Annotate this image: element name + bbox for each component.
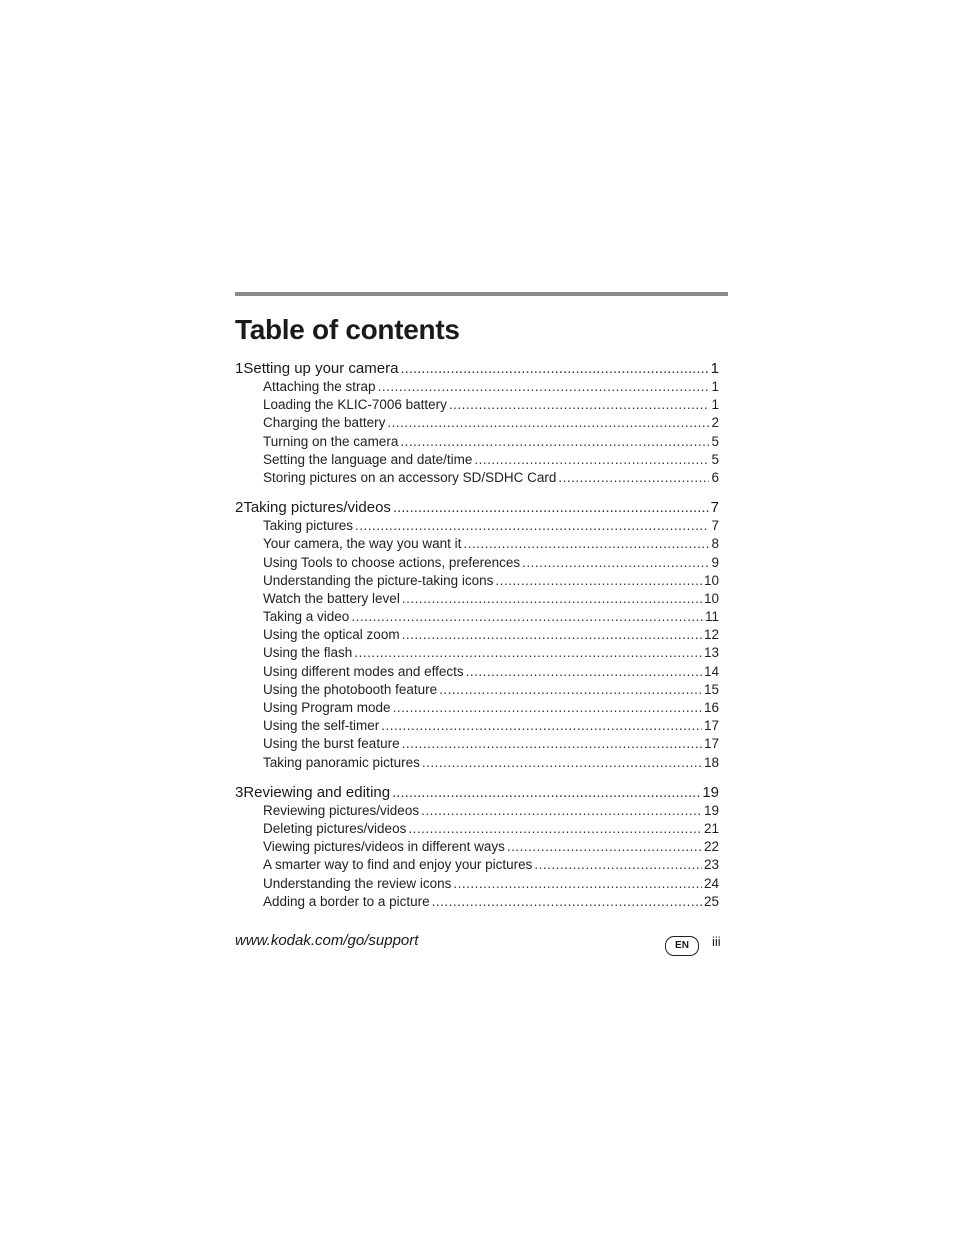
- dot-leader: [408, 820, 702, 838]
- dot-leader: [495, 572, 702, 590]
- section-page-number: 5: [711, 451, 719, 467]
- section-page-number: 22: [703, 839, 719, 855]
- section-title: Turning on the camera: [263, 433, 399, 449]
- toc-section-entry[interactable]: [235, 626, 719, 644]
- dot-leader: [421, 802, 702, 820]
- section-title: Using Tools to choose actions, preferences: [263, 554, 521, 570]
- dot-leader: [400, 359, 708, 378]
- section-page-number: 25: [703, 893, 719, 909]
- section-page-number: 24: [703, 875, 719, 891]
- toc-section-entry[interactable]: [235, 433, 719, 451]
- section-title: Understanding the picture-taking icons: [263, 572, 494, 588]
- toc-section-entry[interactable]: [235, 554, 719, 572]
- section-title: Using the self-timer: [263, 718, 380, 734]
- section-title: Your camera, the way you want it: [263, 536, 462, 552]
- dot-leader: [402, 626, 702, 644]
- toc-section-entry[interactable]: [235, 875, 719, 893]
- section-title: Charging the battery: [263, 415, 386, 431]
- language-badge: EN: [665, 936, 699, 956]
- page-title: Table of contents: [235, 314, 460, 345]
- dot-leader: [449, 396, 710, 414]
- chapter-number: 1: [235, 360, 244, 377]
- support-url[interactable]: www.kodak.com/go/support: [235, 932, 419, 949]
- section-page-number: 18: [703, 754, 719, 770]
- section-page-number: 9: [711, 554, 719, 570]
- title-rule: [235, 292, 728, 296]
- section-page-number: 21: [703, 820, 719, 836]
- chapter-3: [235, 783, 719, 911]
- section-title: Using different modes and effects: [263, 663, 464, 679]
- section-page-number: 13: [703, 645, 719, 661]
- dot-leader: [378, 378, 710, 396]
- section-title: Storing pictures on an accessory SD/SDHC Card: [263, 469, 557, 485]
- chapter-title: Taking pictures/videos: [243, 499, 391, 517]
- toc-section-entry[interactable]: [235, 699, 719, 717]
- section-title: Using the burst feature: [263, 736, 400, 752]
- toc-section-entry[interactable]: [235, 681, 719, 699]
- section-title: Taking panoramic pictures: [263, 754, 420, 770]
- toc-section-entry[interactable]: [235, 517, 719, 535]
- toc-chapter-entry[interactable]: [235, 359, 719, 378]
- toc-section-entry[interactable]: [235, 451, 719, 469]
- toc-section-entry[interactable]: [235, 414, 719, 432]
- section-page-number: 1: [711, 397, 719, 413]
- toc-section-entry[interactable]: [235, 893, 719, 911]
- section-page-number: 10: [703, 590, 719, 606]
- section-title: Attaching the strap: [263, 379, 376, 394]
- dot-leader: [402, 590, 702, 608]
- section-title: Taking a video: [263, 609, 350, 625]
- toc-chapter-entry[interactable]: [235, 498, 719, 517]
- dot-leader: [354, 644, 702, 662]
- dot-leader: [351, 608, 703, 626]
- toc-section-entry[interactable]: [235, 838, 719, 856]
- section-title: Watch the battery level: [263, 590, 400, 606]
- section-title: Deleting pictures/videos: [263, 820, 407, 836]
- toc-section-entry[interactable]: [235, 856, 719, 874]
- toc-section-entry[interactable]: [235, 535, 719, 553]
- dot-leader: [474, 451, 709, 469]
- toc-chapter-entry[interactable]: [235, 783, 719, 802]
- chapter-number: 3: [235, 783, 244, 801]
- section-title: Using the photobooth feature: [263, 681, 438, 697]
- dot-leader: [522, 554, 709, 572]
- dot-leader: [400, 433, 709, 451]
- chapter-1: [235, 359, 719, 487]
- toc-section-entry[interactable]: [235, 608, 719, 626]
- section-page-number: 11: [704, 609, 719, 625]
- section-page-number: 19: [703, 802, 719, 818]
- toc-section-entry[interactable]: [235, 735, 719, 753]
- section-page-number: 16: [703, 700, 719, 715]
- dot-leader: [439, 681, 702, 699]
- section-title: Setting the language and date/time: [263, 451, 473, 467]
- toc-section-entry[interactable]: [235, 572, 719, 590]
- chapter-title: Reviewing and editing: [243, 783, 391, 801]
- toc-section-entry[interactable]: [235, 754, 719, 772]
- chapter-page-number: 1: [710, 360, 719, 377]
- dot-leader: [432, 893, 702, 911]
- dot-leader: [392, 783, 700, 802]
- section-page-number: 17: [703, 736, 719, 752]
- section-title: Using Program mode: [263, 700, 391, 715]
- toc-section-entry[interactable]: [235, 469, 719, 487]
- section-page-number: 14: [703, 663, 719, 679]
- section-title: Using the optical zoom: [263, 627, 400, 643]
- section-title: Understanding the review icons: [263, 875, 452, 891]
- chapter-page-number: 7: [710, 499, 719, 517]
- section-page-number: 7: [711, 518, 719, 534]
- section-title: A smarter way to find and enjoy your pictures: [263, 857, 533, 873]
- section-page-number: 23: [703, 857, 719, 873]
- section-title: Viewing pictures/videos in different ways: [263, 839, 505, 855]
- dot-leader: [507, 838, 702, 856]
- section-title: Loading the KLIC-7006 battery: [263, 397, 447, 413]
- table-of-contents: [235, 359, 719, 911]
- section-title: Reviewing pictures/videos: [263, 802, 420, 818]
- chapter-title: Setting up your camera: [243, 360, 399, 377]
- section-page-number: 5: [711, 433, 719, 449]
- dot-leader: [453, 875, 702, 893]
- section-page-number: 15: [703, 681, 719, 697]
- dot-leader: [463, 535, 709, 553]
- dot-leader: [381, 717, 702, 735]
- section-title: Using the flash: [263, 645, 353, 661]
- toc-section-entry[interactable]: [235, 820, 719, 838]
- dot-leader: [393, 699, 702, 717]
- dot-leader: [422, 754, 702, 772]
- toc-section-entry[interactable]: [235, 802, 719, 820]
- section-page-number: 2: [711, 415, 719, 431]
- dot-leader: [387, 414, 709, 432]
- toc-section-entry[interactable]: [235, 663, 719, 681]
- dot-leader: [355, 517, 709, 535]
- dot-leader: [402, 735, 702, 753]
- section-page-number: 1: [711, 379, 719, 394]
- dot-leader: [534, 856, 702, 874]
- dot-leader: [466, 663, 702, 681]
- chapter-page-number: 19: [702, 783, 719, 801]
- section-page-number: 17: [703, 718, 719, 734]
- chapter-number: 2: [235, 499, 244, 517]
- section-page-number: 8: [711, 536, 719, 552]
- section-page-number: 10: [703, 572, 719, 588]
- toc-section-entry[interactable]: [235, 378, 719, 396]
- page-number: iii: [712, 934, 721, 949]
- toc-section-entry[interactable]: [235, 717, 719, 735]
- dot-leader: [393, 498, 709, 517]
- toc-section-entry[interactable]: [235, 396, 719, 414]
- section-title: Taking pictures: [263, 518, 354, 534]
- dot-leader: [558, 469, 709, 487]
- toc-section-entry[interactable]: [235, 644, 719, 662]
- section-page-number: 12: [703, 627, 719, 643]
- chapter-2: [235, 498, 719, 772]
- section-title: Adding a border to a picture: [263, 893, 430, 909]
- toc-section-entry[interactable]: [235, 590, 719, 608]
- section-page-number: 6: [711, 469, 719, 485]
